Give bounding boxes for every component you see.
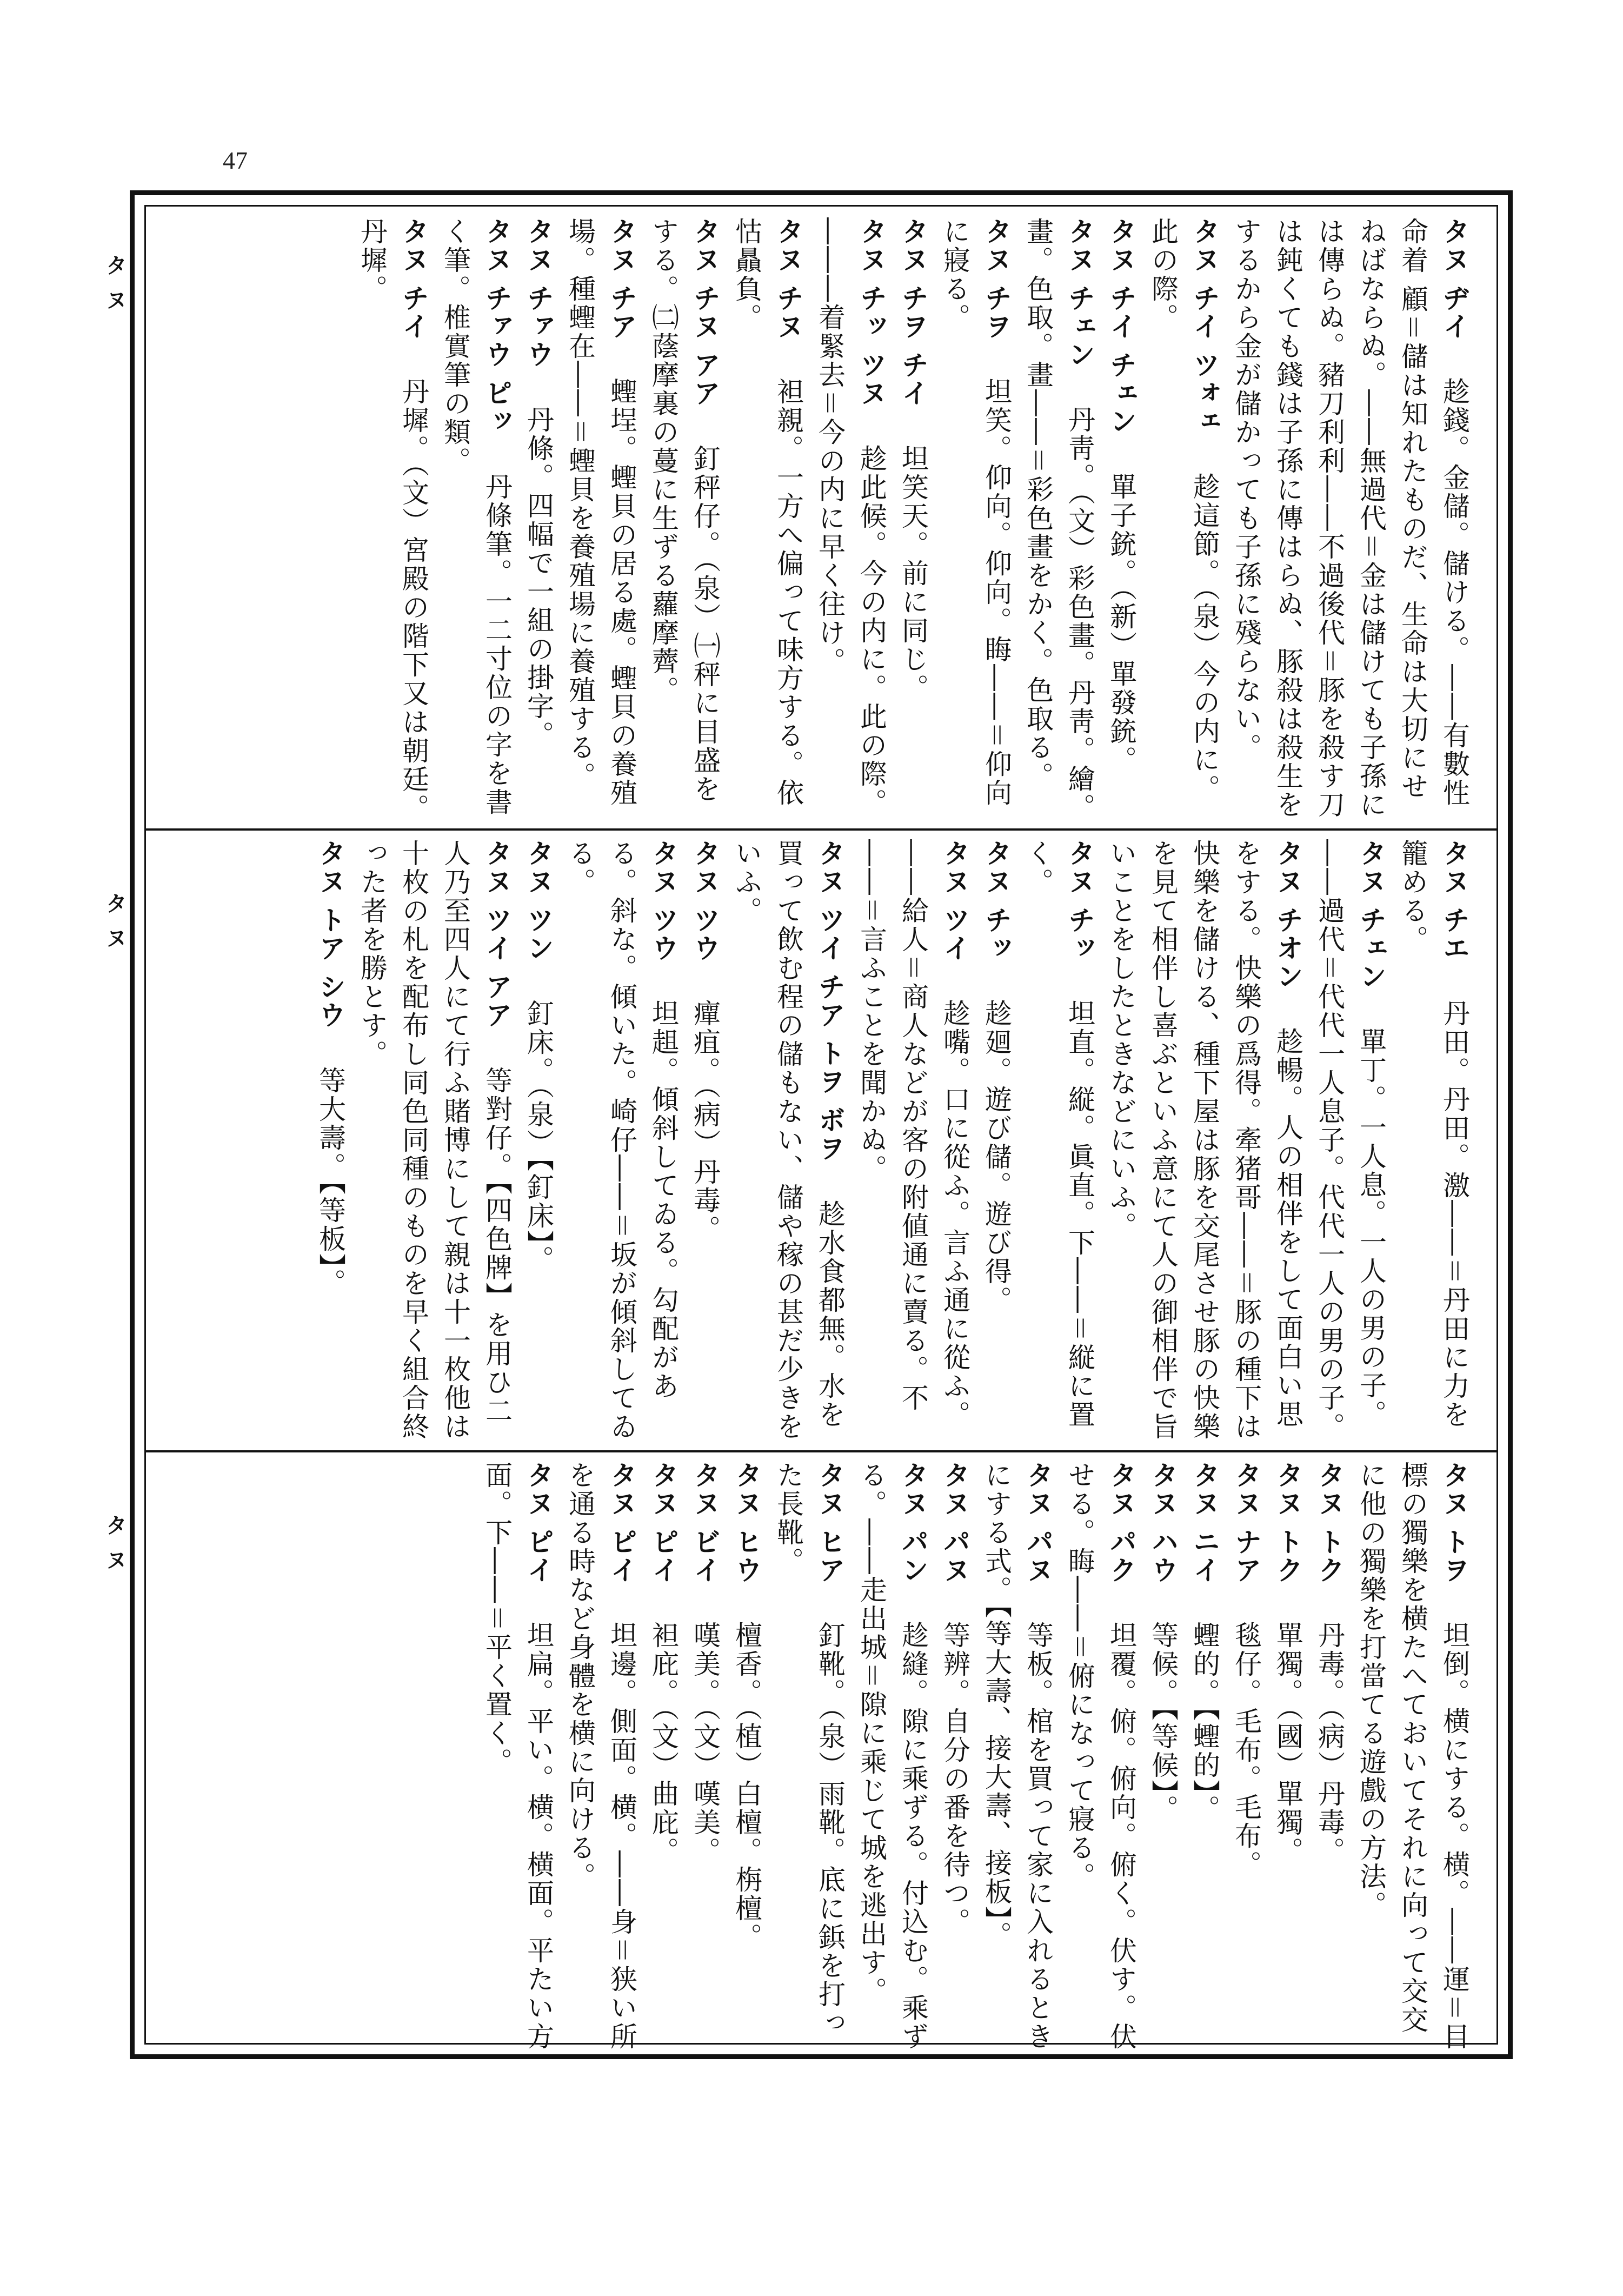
entry-definition: 單子銃。（新）單發銃。 <box>1106 472 1137 774</box>
entry-reading: タヌ チァウ ピッ <box>481 217 513 435</box>
entry-definition: 趁暢。人の相伴をして面白い思をする。快樂の爲得。牽猪哥――＝豚の種下は快樂を儲ける、種下屋は豚を交尾させ豚の快樂を見て相伴し喜ぶといふ意にて人の御相伴で旨いことをしたときなどにいふ。 <box>1106 839 1303 1441</box>
inner-frame <box>144 205 1498 2052</box>
dictionary-entry <box>809 217 892 823</box>
entry-definition: 趁此候。今の内に。此の際。―――着緊去＝今の内に早く往け。 <box>814 217 887 817</box>
entry-definition: 毯仔。毛布。毛布。 <box>1230 1621 1262 1880</box>
dictionary-entry <box>767 1461 850 2056</box>
dictionary-entry <box>1142 217 1225 823</box>
entry-reading: タヌ チヲ <box>981 217 1012 341</box>
entry-reading: タヌ ピイ <box>606 1461 637 1584</box>
entry-definition: 趁水食都無。水を買って飲む程の儲もない、儲や稼の甚だ少きをいふ。 <box>731 839 846 1441</box>
entry-reading: タヌ ビイ <box>689 1461 721 1584</box>
dictionary-entry <box>1100 217 1142 823</box>
side-marker: タヌ <box>102 254 127 323</box>
dictionary-entry <box>1100 839 1308 1445</box>
dictionary-section <box>146 1450 1496 2061</box>
entry-definition: 坦直。縦。眞直。下――＝縦に置く。 <box>1022 839 1095 1430</box>
entry-definition: 釘床。（泉）【釘床】。 <box>523 999 554 1275</box>
entry-reading: タヌ パヌ <box>939 1461 970 1584</box>
entry-definition: 等候。【等候】。 <box>1147 1621 1179 1824</box>
dictionary-section <box>146 207 1496 828</box>
entry-reading: タヌ チア <box>606 217 637 341</box>
side-marker: タヌ <box>102 892 127 961</box>
entry-reading: タヌ トア シウ <box>315 839 346 1029</box>
dictionary-entry <box>642 1461 684 2056</box>
dictionary-entry <box>351 217 434 823</box>
dictionary-entry <box>309 839 351 1445</box>
entry-definition: 坦笑。仰向。仰向。䀲――＝仰向に寢る。 <box>939 217 1012 808</box>
entry-definition: 等辨。自分の番を待つ。 <box>939 1621 970 1937</box>
entry-reading: タヌ ニイ <box>1189 1461 1220 1584</box>
dictionary-entry <box>517 217 559 823</box>
entry-reading: タヌ ツイ アア <box>481 839 513 1029</box>
entry-reading: タヌ パヌ <box>1022 1461 1054 1584</box>
entry-reading: タヌ チオン <box>1272 839 1303 991</box>
dictionary-entry <box>476 1461 559 2056</box>
dictionary-entry <box>517 839 559 1445</box>
dictionary-entry <box>1308 1461 1350 2056</box>
entry-definition: 坦覆。俯。俯向。俯く。伏す。伏せる。䀲――＝俯になって寢る。 <box>1064 1461 1137 2052</box>
entry-definition: 坦扁。平い。横。横面。平たい方面。下――＝平く置く。 <box>481 1461 554 2052</box>
entry-definition: 單獨。（國）單獨。 <box>1272 1621 1303 1866</box>
dictionary-entry <box>726 217 809 823</box>
entry-definition: 坦趄。傾斜してゐる。勾配がある。斜な。傾いた。崎仔――＝坂が傾斜してゐる。 <box>564 839 679 1441</box>
entry-reading: タヌ ピイ <box>648 1461 679 1584</box>
dictionary-entry <box>559 217 642 823</box>
entry-reading: タヌ ツウ <box>648 839 679 963</box>
dictionary-entry <box>850 1461 934 2056</box>
dictionary-entry <box>892 217 934 823</box>
dictionary-entry <box>1225 217 1475 823</box>
entry-reading: タヌ ナア <box>1230 1461 1262 1584</box>
entry-reading: タヌ チァウ <box>523 217 554 369</box>
dictionary-entry <box>559 839 684 1445</box>
dictionary-entry <box>1059 1461 1142 2056</box>
entry-definition: 趁錢。金儲。儲ける。――有數性命着 顧＝儲は知れたものだ、生命は大切にせねばならぬ。――無過代＝金は儲けても子孫には傳らぬ。豬刀利利――不過後代＝豚を殺す刀は鈍くても錢は子孫に傳はらぬ、豚殺は殺生をするから金が儲かっても子孫に殘らない。 <box>1230 217 1470 819</box>
entry-reading: タヌ パク <box>1106 1461 1137 1584</box>
dictionary-entry <box>684 1461 726 2056</box>
entry-definition: 袒親。一方へ偏って味方する。依怙贔負。 <box>731 217 804 808</box>
entry-definition: 丹田。丹田。激――＝丹田に力を籠める。 <box>1397 839 1470 1430</box>
entry-reading: タヌ ヂイ <box>1439 217 1470 341</box>
entry-definition: 丹墀。（文）宮殿の階下又は朝廷。丹墀。 <box>356 217 429 823</box>
entry-definition: 坦笑天。前に同じ。 <box>897 444 929 702</box>
dictionary-entry <box>642 217 726 823</box>
entry-definition: 趁嘴。口に從ふ。言ふ通に從ふ。――給人＝商人などが客の附値通に賣る。不――＝言ふことを聞かぬ。 <box>856 839 970 1430</box>
dictionary-entry <box>726 1461 767 2056</box>
entry-definition: 袒庇。（文）曲庇。 <box>648 1621 679 1866</box>
entry-reading: タヌ トヲ <box>1439 1461 1470 1584</box>
dictionary-entry <box>850 839 975 1445</box>
entry-reading: タヌ チェン <box>1355 839 1387 991</box>
dictionary-entry <box>726 839 850 1445</box>
entry-reading: タヌ チェン <box>1064 217 1095 369</box>
entry-definition: 單丁。一人息。一人の男の子。――過代＝代代一人息子。代代一人の男の子。 <box>1314 839 1387 1441</box>
entry-definition: 丹毒。（病）丹毒。 <box>1314 1621 1345 1866</box>
entry-definition: 等大壽。【等板】。 <box>315 1066 346 1297</box>
dictionary-entry <box>934 217 1017 823</box>
entry-definition: 釘靴。（泉）雨靴。底に鋲を打った長靴。 <box>773 1461 846 2038</box>
entry-reading: タヌ ヒウ <box>731 1461 762 1584</box>
page-number: 47 <box>223 147 248 174</box>
dictionary-entry <box>434 217 517 823</box>
entry-definition: 趁縫。隙に乘ずる。付込む。乘ずる。――走出城＝隙に乘じて城を逃出す。 <box>856 1461 929 2052</box>
entry-reading: タヌ チッ <box>1064 839 1095 963</box>
side-marker: タヌ <box>102 1514 127 1583</box>
entry-definition: 檀香。（植）白檀。栴檀。 <box>731 1621 762 1952</box>
entry-reading: タヌ チヲ チイ <box>897 217 929 407</box>
entry-definition: 蟶的。【蟶的】。 <box>1189 1621 1220 1824</box>
entry-reading: タヌ ツウ <box>689 839 721 963</box>
entry-reading: タヌ チイ <box>398 217 429 341</box>
entry-reading: タヌ ツン <box>523 839 554 963</box>
entry-reading: タヌ ツイ チア トヲ ボヲ <box>814 839 846 1163</box>
dictionary-entry <box>975 839 1017 1445</box>
dictionary-entry <box>684 839 726 1445</box>
dictionary-entry <box>934 1461 975 2056</box>
entry-reading: タヌ トク <box>1272 1461 1303 1584</box>
dictionary-entry <box>1392 839 1475 1445</box>
entry-reading: タヌ チエ <box>1439 839 1470 963</box>
dictionary-entry <box>1267 1461 1308 2056</box>
entry-reading: タヌ チッ ツヌ <box>856 217 887 407</box>
entry-definition: 坦倒。横にする。横。――運＝目標の獨樂を横たへておいてそれに向って交交に他の獨樂を打當てる遊戲の方法。 <box>1355 1461 1470 2052</box>
entry-definition: 趁這節。（泉）今の内に。此の際。 <box>1147 217 1220 803</box>
entry-reading: タヌ ピイ <box>523 1461 554 1584</box>
dictionary-entry <box>1350 1461 1475 2056</box>
dictionary-entry <box>351 839 517 1445</box>
entry-definition: 趁廻。遊び儲。遊び得。 <box>981 999 1012 1315</box>
entry-definition: 釘秤仔。（泉）㈠秤に目盛をする。㈡蔭摩裏の蔓に生ずる蘿摩薺。 <box>648 217 721 804</box>
entry-reading: タヌ パン <box>897 1461 929 1584</box>
dictionary-entry <box>1183 1461 1225 2056</box>
entry-reading: タヌ チヌ アア <box>689 217 721 407</box>
entry-definition: 等對仔。【四色牌】を用ひ二人乃至四人にて行ふ賭博にして親は十一枚他は十枚の札を配布し同色同種のものを早く組合終った者を勝とす。 <box>356 839 513 1441</box>
entry-reading: タヌ ヒア <box>814 1461 846 1584</box>
entry-definition: 坦邊。側面。横。――身＝狭い所を通る時など身體を横に向ける。 <box>564 1461 637 2052</box>
entry-definition: 嘆美。（文）嘆美。 <box>689 1621 721 1866</box>
dictionary-entry <box>975 1461 1059 2056</box>
dictionary-entry <box>559 1461 642 2056</box>
entry-reading: タヌ チイ チェン <box>1106 217 1137 435</box>
entry-definition: 丹靑。（文）彩色畫。丹靑。繪。畫。色取。畫――＝彩色畫をかく。色取る。 <box>1022 217 1095 822</box>
entry-definition: 癉疽。（病）丹毒。 <box>689 999 721 1244</box>
dictionary-entry <box>1142 1461 1183 2056</box>
page-frame <box>130 190 1513 2059</box>
dictionary-entry <box>1225 1461 1267 2056</box>
entry-reading: タヌ トク <box>1314 1461 1345 1584</box>
entry-definition: 蟶埕。蟶貝の居る處。蟶貝の養殖場。種蟶在――＝蟶貝を養殖場に養殖する。 <box>564 217 637 808</box>
dictionary-entry <box>1017 839 1100 1445</box>
dictionary-entry <box>1308 839 1392 1445</box>
entry-definition: 等板。棺を買って家に入れるときにする式。【等大壽、接大壽、接板】。 <box>981 1461 1054 2052</box>
dictionary-entry <box>1017 217 1100 823</box>
entry-reading: タヌ チッ <box>981 839 1012 963</box>
dictionary-section <box>146 828 1496 1450</box>
entry-definition: 丹條。四幅で一組の掛字。 <box>523 406 554 750</box>
entry-reading: タヌ ツイ <box>939 839 970 963</box>
entry-definition: 丹條筆。一二寸位の字を書く筆。椎實筆の類。 <box>440 217 513 817</box>
entry-reading: タヌ チイ ツォェ <box>1189 217 1220 435</box>
entry-reading: タヌ ハウ <box>1147 1461 1179 1584</box>
entry-reading: タヌ チヌ <box>773 217 804 341</box>
